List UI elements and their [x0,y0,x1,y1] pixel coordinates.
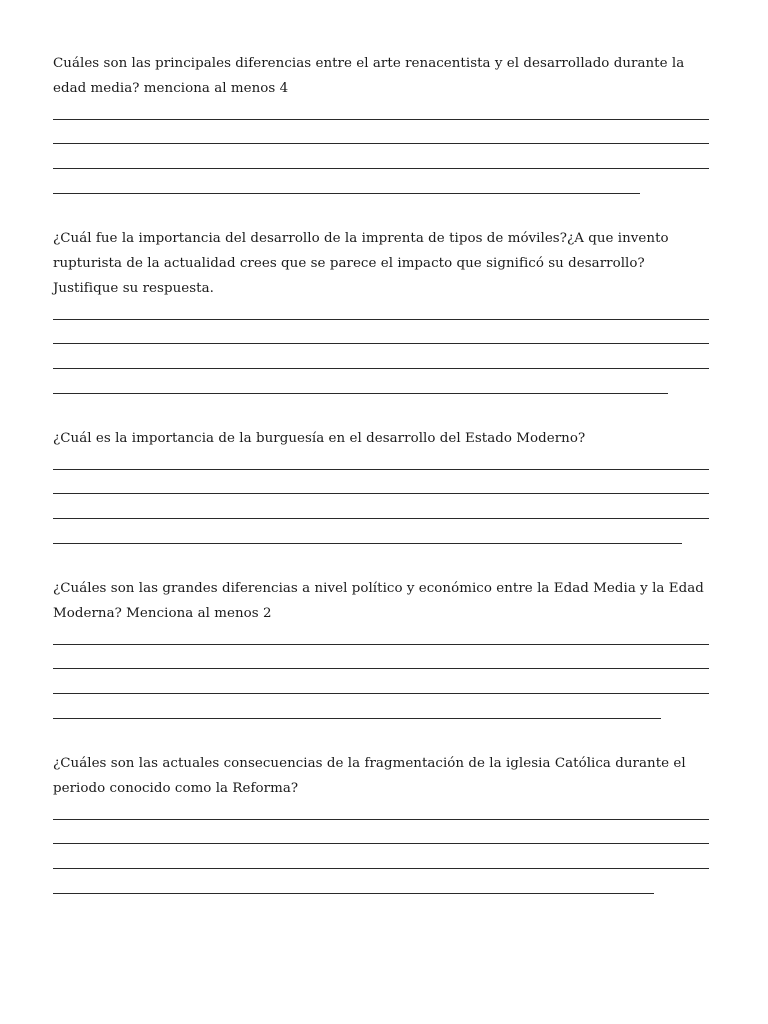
answer-line[interactable] [53,693,709,694]
question-4 [53,576,713,626]
answer-line[interactable] [53,493,709,494]
question-5-text: ¿Cuáles son las actuales consecuencias de la fragmentación de la iglesia Católica durante el periodo conocido como la Reforma? [53,756,686,796]
question-1 [53,51,713,101]
answer-line[interactable] [53,469,709,470]
answer-line[interactable] [53,319,709,320]
question-2-text: ¿Cuál fue la importancia del desarrollo de la imprenta de tipos de móviles?¿A que invento rupturista de la actualidad crees que se parece el impacto que significó su desarrollo? Justifique su respuesta. [53,231,669,296]
answer-line[interactable] [53,168,709,169]
answer-line[interactable] [53,119,709,120]
answer-line[interactable] [53,343,709,344]
question-4-text: ¿Cuáles son las grandes diferencias a nivel político y económico entre la Edad Media y la Edad Moderna? Menciona al menos 2 [53,581,704,621]
answer-line[interactable] [53,843,709,844]
answer-line[interactable] [53,518,709,519]
question-5 [53,751,713,801]
question-1-text: Cuáles son las principales diferencias entre el arte renacentista y el desarrollado durante la edad media? menciona al menos 4 [53,56,685,96]
question-3-text: ¿Cuál es la importancia de la burguesía en el desarrollo del Estado Moderno? [53,431,586,446]
answer-line[interactable] [53,543,682,544]
question-3 [53,426,713,451]
answer-line[interactable] [53,668,709,669]
answer-line[interactable] [53,718,661,719]
answer-line[interactable] [53,868,709,869]
answer-line[interactable] [53,393,668,394]
answer-line[interactable] [53,193,640,194]
answer-line[interactable] [53,368,709,369]
answer-line[interactable] [53,819,709,820]
question-2 [53,226,713,301]
answer-line[interactable] [53,644,709,645]
answer-line[interactable] [53,143,709,144]
answer-line[interactable] [53,893,654,894]
